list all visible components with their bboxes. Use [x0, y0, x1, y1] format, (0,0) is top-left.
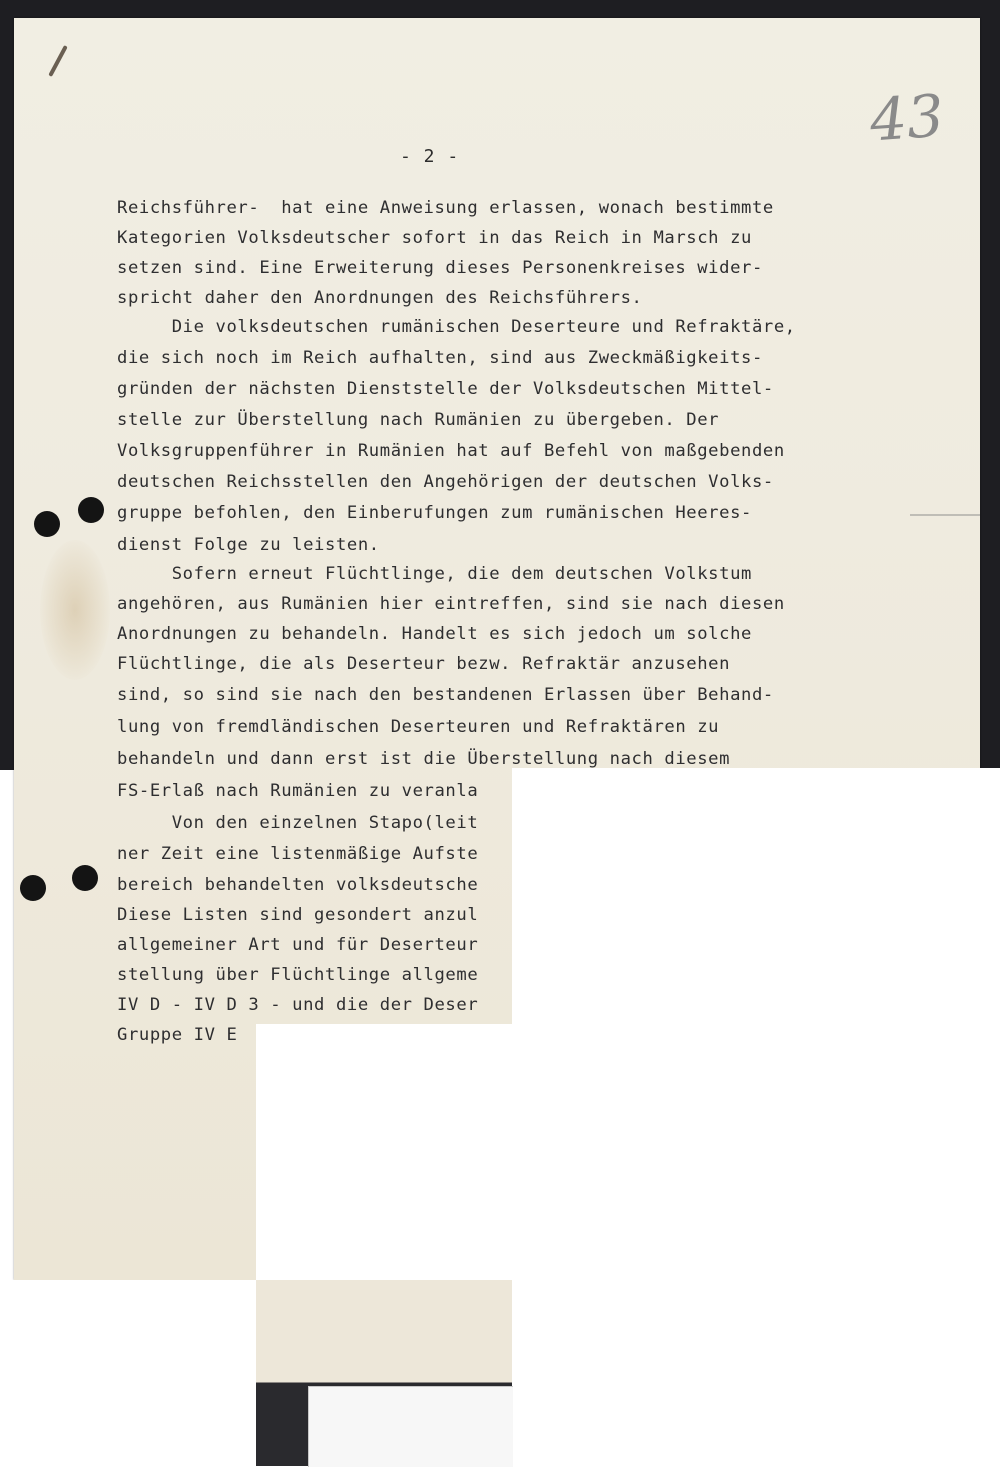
text-line: allgemeiner Art und für Deserteur	[117, 935, 479, 955]
text-line: Die volksdeutschen rumänischen Deserteure und Refraktäre,	[117, 317, 796, 337]
text-line: dienst Folge zu leisten.	[117, 535, 380, 555]
text-line: sind, so sind sie nach den bestandenen Erlassen über Behand-	[117, 685, 774, 705]
punch-hole	[34, 511, 60, 537]
water-stain	[40, 540, 110, 680]
text-line: ner Zeit eine listenmäßige Aufste	[117, 844, 479, 864]
text-line: gruppe befohlen, den Einberufungen zum rumänischen Heeres-	[117, 503, 752, 523]
text-line: FS-Erlaß nach Rumänien zu veranla	[117, 781, 479, 801]
text-line: angehören, aus Rumänien hier eintreffen, sind sie nach diesen	[117, 594, 785, 614]
text-line: Flüchtlinge, die als Deserteur bezw. Refraktär anzusehen	[117, 654, 731, 674]
text-line: Volksgruppenführer in Rumänien hat auf Befehl von maßgebenden	[117, 441, 785, 461]
text-line: stellung über Flüchtlinge allgeme	[117, 965, 479, 985]
text-line: lung von fremdländischen Deserteuren und Refraktären zu	[117, 717, 720, 737]
pencil-smudge	[910, 514, 980, 516]
masked-region	[512, 768, 1000, 1466]
text-line: stelle zur Überstellung nach Rumänien zu übergeben. Der	[117, 410, 720, 430]
text-line: IV D - IV D 3 - und die der Deser	[117, 995, 479, 1015]
text-line: Reichsführer- hat eine Anweisung erlassen, wonach bestimmte	[117, 198, 774, 218]
text-line: setzen sind. Eine Erweiterung dieses Personenkreises wider-	[117, 258, 763, 278]
folio-number: 43	[867, 81, 947, 155]
punch-hole	[20, 875, 46, 901]
masked-region	[0, 1280, 256, 1466]
text-line: gründen der nächsten Dienststelle der Volksdeutschen Mittel-	[117, 379, 774, 399]
text-line: deutschen Reichsstellen den Angehörigen der deutschen Volks-	[117, 472, 774, 492]
text-line: Diese Listen sind gesondert anzul	[117, 905, 479, 925]
text-line: bereich behandelten volksdeutsche	[117, 875, 479, 895]
page-number: - 2 -	[400, 146, 460, 167]
paper-slip	[308, 1386, 513, 1467]
text-line: die sich noch im Reich aufhalten, sind aus Zweckmäßigkeits-	[117, 348, 763, 368]
text-line: behandeln und dann erst ist die Überstellung nach diesem	[117, 749, 731, 769]
punch-hole	[72, 865, 98, 891]
text-line: Sofern erneut Flüchtlinge, die dem deutschen Volkstum	[117, 564, 752, 584]
text-line: Gruppe IV E	[117, 1025, 238, 1045]
punch-hole	[78, 497, 104, 523]
text-line: Kategorien Volksdeutscher sofort in das Reich in Marsch zu	[117, 228, 752, 248]
text-line: Anordnungen zu behandeln. Handelt es sich jedoch um solche	[117, 624, 752, 644]
text-line: Von den einzelnen Stapo(leit	[117, 813, 479, 833]
text-line: spricht daher den Anordnungen des Reichsführers.	[117, 288, 643, 308]
masked-region	[256, 1024, 512, 1280]
